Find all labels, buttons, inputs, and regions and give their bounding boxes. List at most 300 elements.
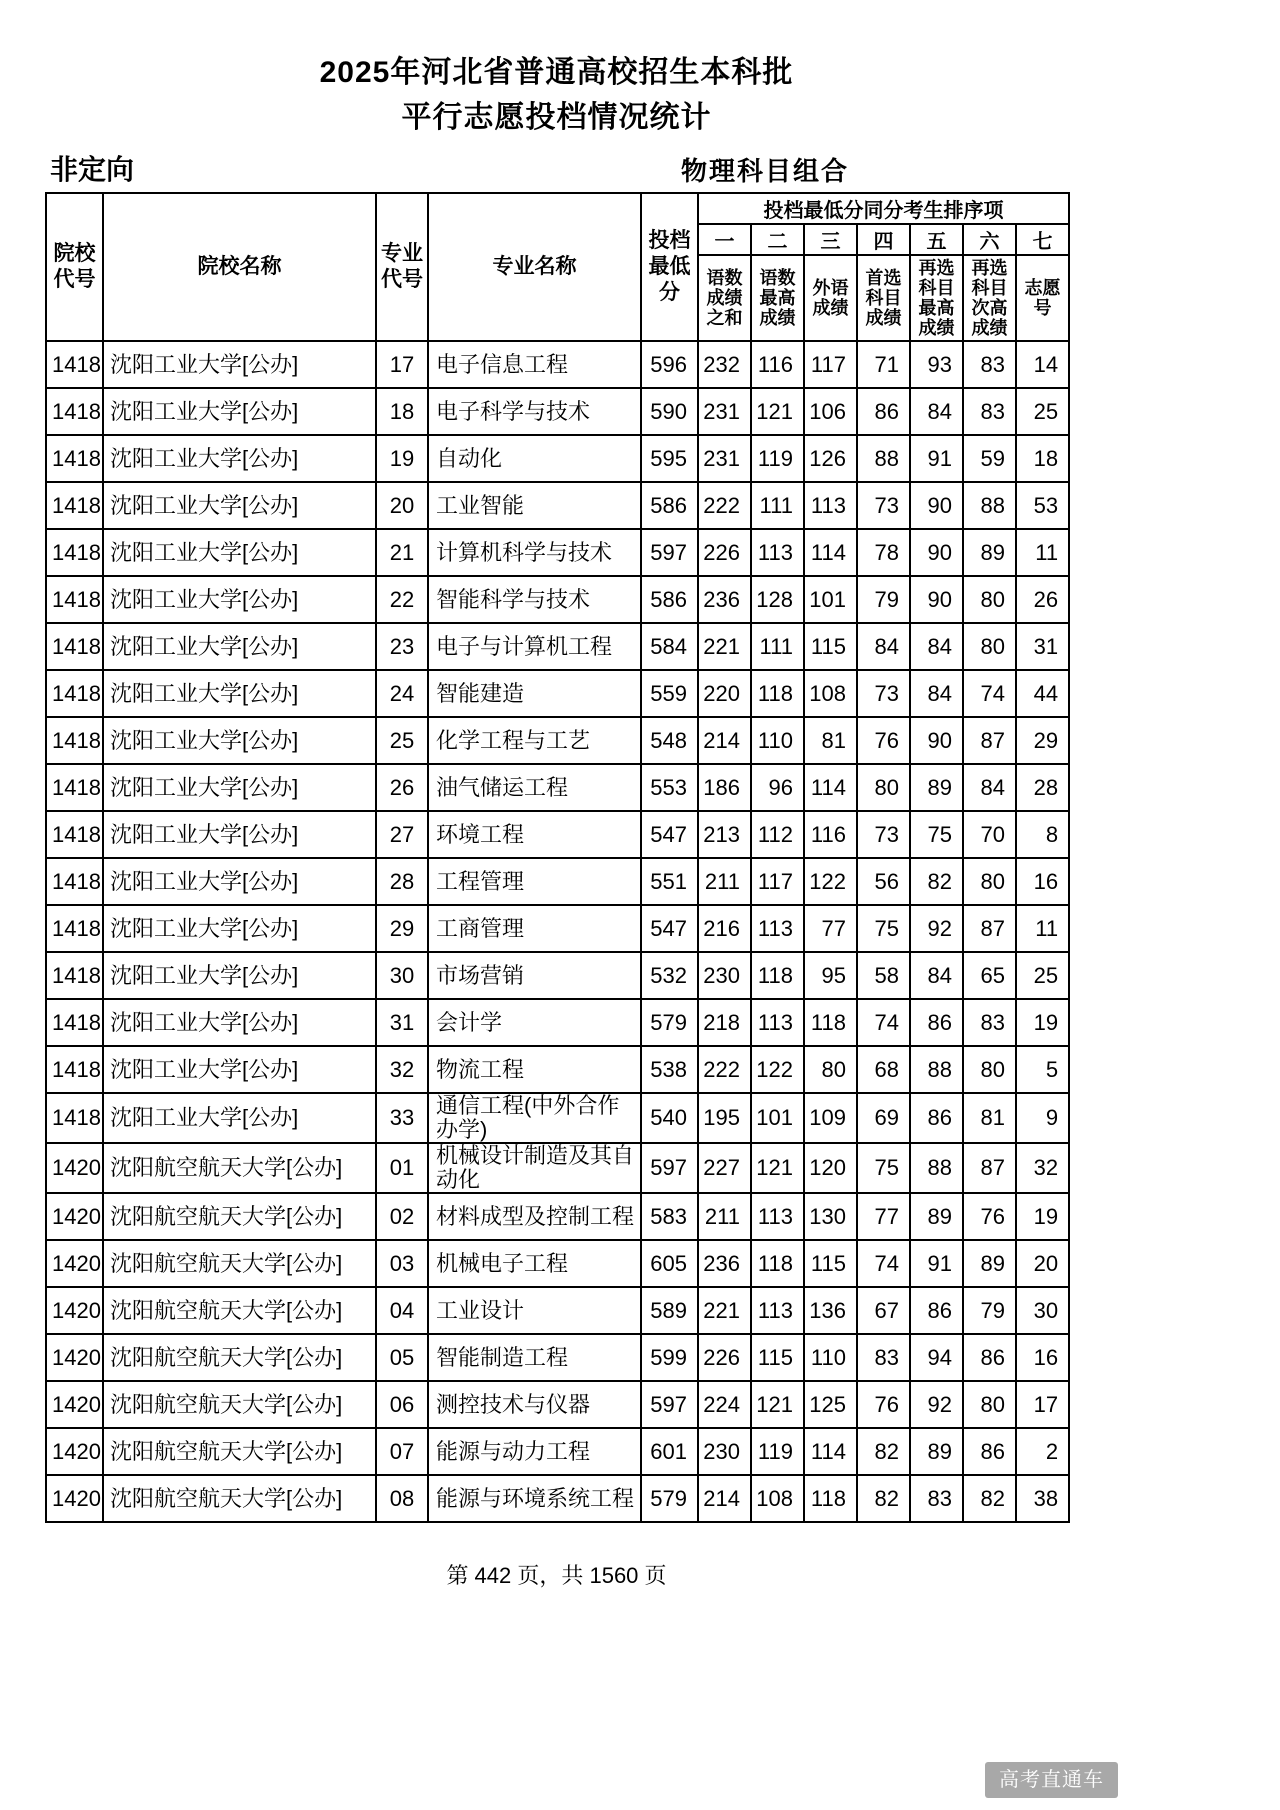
cell-tiebreak-4: 69: [857, 1093, 910, 1143]
cell-tiebreak-3: 125: [804, 1381, 857, 1428]
cell-tiebreak-3: 136: [804, 1287, 857, 1334]
cell-tiebreak-3: 81: [804, 717, 857, 764]
cell-major-name: 通信工程(中外合作办学): [428, 1093, 641, 1143]
cell-min-score: 540: [641, 1093, 698, 1143]
table-row: [46, 764, 1069, 811]
cell-tiebreak-4: 79: [857, 576, 910, 623]
cell-tiebreak-4: 71: [857, 341, 910, 388]
page-title: [45, 50, 1068, 140]
table-row: [46, 623, 1069, 670]
cell-tiebreak-5: 84: [910, 952, 963, 999]
cell-major-name: 智能科学与技术: [428, 576, 641, 623]
cell-tiebreak-7: 53: [1016, 482, 1069, 529]
cell-min-score: 532: [641, 952, 698, 999]
cell-institution-code: 1418: [46, 764, 103, 811]
col-header-tiebreak-desc-1: 语数成绩之和: [698, 255, 751, 341]
cell-institution-code: 1420: [46, 1381, 103, 1428]
cell-tiebreak-7: 26: [1016, 576, 1069, 623]
cell-tiebreak-5: 86: [910, 999, 963, 1046]
cell-min-score: 597: [641, 529, 698, 576]
cell-tiebreak-1: 230: [698, 952, 751, 999]
table-row: [46, 952, 1069, 999]
cell-tiebreak-7: 30: [1016, 1287, 1069, 1334]
cell-tiebreak-2: 112: [751, 811, 804, 858]
page: [45, 0, 1068, 1590]
cell-tiebreak-6: 81: [963, 1093, 1016, 1143]
cell-institution-name: 沈阳工业大学[公办]: [103, 435, 376, 482]
cell-institution-name: 沈阳工业大学[公办]: [103, 764, 376, 811]
cell-tiebreak-7: 8: [1016, 811, 1069, 858]
cell-tiebreak-7: 44: [1016, 670, 1069, 717]
cell-tiebreak-7: 11: [1016, 905, 1069, 952]
cell-tiebreak-5: 89: [910, 1193, 963, 1240]
cell-major-code: 30: [376, 952, 428, 999]
cell-tiebreak-2: 128: [751, 576, 804, 623]
cell-institution-code: 1418: [46, 1093, 103, 1143]
cell-tiebreak-6: 88: [963, 482, 1016, 529]
cell-tiebreak-4: 80: [857, 764, 910, 811]
page-title-line2: 平行志愿投档情况统计: [401, 101, 712, 134]
cell-min-score: 551: [641, 858, 698, 905]
cell-major-code: 04: [376, 1287, 428, 1334]
cell-tiebreak-5: 82: [910, 858, 963, 905]
cell-tiebreak-1: 186: [698, 764, 751, 811]
cell-tiebreak-1: 226: [698, 529, 751, 576]
cell-tiebreak-4: 88: [857, 435, 910, 482]
cell-tiebreak-4: 74: [857, 1240, 910, 1287]
cell-tiebreak-3: 122: [804, 858, 857, 905]
cell-institution-code: 1418: [46, 576, 103, 623]
cell-major-code: 08: [376, 1475, 428, 1522]
cell-tiebreak-6: 83: [963, 341, 1016, 388]
cell-tiebreak-2: 122: [751, 1046, 804, 1093]
cell-tiebreak-4: 76: [857, 717, 910, 764]
cell-tiebreak-4: 82: [857, 1428, 910, 1475]
cell-tiebreak-2: 113: [751, 529, 804, 576]
cell-tiebreak-6: 80: [963, 1046, 1016, 1093]
cell-tiebreak-4: 76: [857, 1381, 910, 1428]
cell-major-name: 工业设计: [428, 1287, 641, 1334]
cell-major-code: 07: [376, 1428, 428, 1475]
cell-tiebreak-5: 90: [910, 482, 963, 529]
cell-min-score: 583: [641, 1193, 698, 1240]
cell-institution-name: 沈阳航空航天大学[公办]: [103, 1193, 376, 1240]
cell-major-name: 机械电子工程: [428, 1240, 641, 1287]
cell-institution-code: 1420: [46, 1334, 103, 1381]
cell-tiebreak-5: 84: [910, 670, 963, 717]
cell-major-code: 26: [376, 764, 428, 811]
cell-tiebreak-3: 114: [804, 1428, 857, 1475]
cell-tiebreak-7: 19: [1016, 1193, 1069, 1240]
cell-major-code: 27: [376, 811, 428, 858]
cell-institution-name: 沈阳工业大学[公办]: [103, 999, 376, 1046]
cell-tiebreak-7: 28: [1016, 764, 1069, 811]
cell-major-code: 05: [376, 1334, 428, 1381]
cell-min-score: 547: [641, 811, 698, 858]
table-row: [46, 1143, 1069, 1193]
cell-tiebreak-2: 110: [751, 717, 804, 764]
table-row: [46, 1334, 1069, 1381]
cell-major-name: 市场营销: [428, 952, 641, 999]
col-header-institution-name: 院校名称: [103, 193, 376, 341]
cell-major-name: 智能建造: [428, 670, 641, 717]
cell-tiebreak-1: 211: [698, 1193, 751, 1240]
cell-min-score: 596: [641, 341, 698, 388]
cell-min-score: 589: [641, 1287, 698, 1334]
cell-institution-code: 1420: [46, 1287, 103, 1334]
cell-tiebreak-5: 84: [910, 388, 963, 435]
cell-tiebreak-6: 80: [963, 1381, 1016, 1428]
cell-tiebreak-5: 75: [910, 811, 963, 858]
table-row: [46, 482, 1069, 529]
cell-tiebreak-7: 16: [1016, 1334, 1069, 1381]
cell-major-code: 32: [376, 1046, 428, 1093]
cell-tiebreak-6: 83: [963, 999, 1016, 1046]
cell-major-name: 环境工程: [428, 811, 641, 858]
cell-institution-name: 沈阳工业大学[公办]: [103, 905, 376, 952]
cell-tiebreak-5: 92: [910, 905, 963, 952]
table-row: [46, 811, 1069, 858]
col-header-tiebreak-num-5: 五: [910, 224, 963, 255]
col-header-tiebreak-desc-5: 再选科目最高成绩: [910, 255, 963, 341]
cell-institution-name: 沈阳工业大学[公办]: [103, 388, 376, 435]
cell-tiebreak-1: 214: [698, 1475, 751, 1522]
cell-tiebreak-7: 17: [1016, 1381, 1069, 1428]
cell-major-name: 计算机科学与技术: [428, 529, 641, 576]
table-row: [46, 999, 1069, 1046]
cell-institution-code: 1418: [46, 811, 103, 858]
cell-institution-code: 1418: [46, 905, 103, 952]
cell-institution-code: 1418: [46, 999, 103, 1046]
cell-major-name: 工业智能: [428, 482, 641, 529]
cell-tiebreak-7: 18: [1016, 435, 1069, 482]
cell-tiebreak-2: 121: [751, 388, 804, 435]
cell-tiebreak-2: 116: [751, 341, 804, 388]
cell-tiebreak-3: 95: [804, 952, 857, 999]
cell-major-name: 能源与动力工程: [428, 1428, 641, 1475]
cell-institution-code: 1420: [46, 1475, 103, 1522]
cell-major-name: 工商管理: [428, 905, 641, 952]
cell-tiebreak-6: 76: [963, 1193, 1016, 1240]
cell-institution-name: 沈阳工业大学[公办]: [103, 811, 376, 858]
col-header-institution-code: 院校代号: [46, 193, 103, 341]
cell-tiebreak-3: 109: [804, 1093, 857, 1143]
cell-tiebreak-2: 121: [751, 1143, 804, 1193]
cell-min-score: 548: [641, 717, 698, 764]
cell-tiebreak-6: 80: [963, 858, 1016, 905]
cell-tiebreak-4: 75: [857, 905, 910, 952]
cell-min-score: 597: [641, 1143, 698, 1193]
cell-tiebreak-3: 106: [804, 388, 857, 435]
cell-tiebreak-2: 111: [751, 623, 804, 670]
cell-tiebreak-1: 221: [698, 1287, 751, 1334]
cell-tiebreak-6: 80: [963, 576, 1016, 623]
cell-major-name: 材料成型及控制工程: [428, 1193, 641, 1240]
cell-institution-code: 1420: [46, 1193, 103, 1240]
col-header-tiebreak-desc-7: 志愿号: [1016, 255, 1069, 341]
table-row: [46, 388, 1069, 435]
cell-institution-code: 1418: [46, 482, 103, 529]
cell-major-code: 23: [376, 623, 428, 670]
cell-tiebreak-1: 221: [698, 623, 751, 670]
table-row: [46, 717, 1069, 764]
cell-tiebreak-7: 16: [1016, 858, 1069, 905]
cell-tiebreak-4: 67: [857, 1287, 910, 1334]
cell-major-code: 21: [376, 529, 428, 576]
cell-tiebreak-6: 89: [963, 529, 1016, 576]
col-header-major-name: 专业名称: [428, 193, 641, 341]
cell-institution-name: 沈阳航空航天大学[公办]: [103, 1428, 376, 1475]
cell-tiebreak-2: 117: [751, 858, 804, 905]
col-header-tiebreak-num-4: 四: [857, 224, 910, 255]
cell-min-score: 590: [641, 388, 698, 435]
cell-tiebreak-4: 83: [857, 1334, 910, 1381]
cell-tiebreak-4: 74: [857, 999, 910, 1046]
cell-tiebreak-7: 9: [1016, 1093, 1069, 1143]
cell-tiebreak-4: 77: [857, 1193, 910, 1240]
cell-institution-name: 沈阳航空航天大学[公办]: [103, 1143, 376, 1193]
cell-tiebreak-5: 91: [910, 1240, 963, 1287]
cell-tiebreak-6: 82: [963, 1475, 1016, 1522]
cell-tiebreak-2: 111: [751, 482, 804, 529]
table-row: [46, 435, 1069, 482]
col-header-major-code: 专业代号: [376, 193, 428, 341]
cell-institution-code: 1418: [46, 717, 103, 764]
cell-tiebreak-3: 120: [804, 1143, 857, 1193]
cell-institution-name: 沈阳工业大学[公办]: [103, 670, 376, 717]
cell-min-score: 586: [641, 482, 698, 529]
cell-institution-name: 沈阳工业大学[公办]: [103, 1046, 376, 1093]
cell-institution-name: 沈阳工业大学[公办]: [103, 717, 376, 764]
cell-major-name: 物流工程: [428, 1046, 641, 1093]
cell-tiebreak-2: 113: [751, 999, 804, 1046]
page-number-info: 第 442 页，共 1560 页: [446, 1563, 667, 1588]
cell-tiebreak-3: 116: [804, 811, 857, 858]
cell-tiebreak-6: 86: [963, 1428, 1016, 1475]
cell-tiebreak-4: 86: [857, 388, 910, 435]
cell-min-score: 584: [641, 623, 698, 670]
table-row: [46, 1093, 1069, 1143]
cell-tiebreak-4: 73: [857, 482, 910, 529]
cell-institution-code: 1420: [46, 1428, 103, 1475]
cell-major-code: 25: [376, 717, 428, 764]
cell-tiebreak-3: 126: [804, 435, 857, 482]
cell-tiebreak-1: 231: [698, 435, 751, 482]
cell-major-name: 电子科学与技术: [428, 388, 641, 435]
table-row: [46, 341, 1069, 388]
cell-major-name: 智能制造工程: [428, 1334, 641, 1381]
cell-min-score: 559: [641, 670, 698, 717]
cell-tiebreak-4: 78: [857, 529, 910, 576]
cell-institution-name: 沈阳航空航天大学[公办]: [103, 1381, 376, 1428]
cell-tiebreak-4: 75: [857, 1143, 910, 1193]
cell-major-name: 会计学: [428, 999, 641, 1046]
cell-tiebreak-1: 226: [698, 1334, 751, 1381]
cell-min-score: 605: [641, 1240, 698, 1287]
cell-major-code: 01: [376, 1143, 428, 1193]
cell-major-code: 06: [376, 1381, 428, 1428]
cell-tiebreak-6: 74: [963, 670, 1016, 717]
cell-tiebreak-1: 218: [698, 999, 751, 1046]
cell-tiebreak-7: 19: [1016, 999, 1069, 1046]
cell-tiebreak-3: 77: [804, 905, 857, 952]
cell-tiebreak-3: 110: [804, 1334, 857, 1381]
cell-tiebreak-1: 195: [698, 1093, 751, 1143]
table-row: [46, 1475, 1069, 1522]
cell-major-code: 03: [376, 1240, 428, 1287]
cell-major-code: 29: [376, 905, 428, 952]
table-row: [46, 1381, 1069, 1428]
cell-institution-code: 1420: [46, 1240, 103, 1287]
cell-tiebreak-2: 108: [751, 1475, 804, 1522]
cell-tiebreak-7: 29: [1016, 717, 1069, 764]
cell-major-name: 工程管理: [428, 858, 641, 905]
cell-min-score: 599: [641, 1334, 698, 1381]
cell-tiebreak-2: 113: [751, 1193, 804, 1240]
cell-tiebreak-5: 90: [910, 529, 963, 576]
cell-tiebreak-3: 108: [804, 670, 857, 717]
cell-tiebreak-5: 83: [910, 1475, 963, 1522]
cell-tiebreak-6: 89: [963, 1240, 1016, 1287]
cell-tiebreak-1: 211: [698, 858, 751, 905]
cell-tiebreak-5: 94: [910, 1334, 963, 1381]
cell-tiebreak-5: 92: [910, 1381, 963, 1428]
cell-tiebreak-3: 114: [804, 529, 857, 576]
cell-tiebreak-7: 25: [1016, 388, 1069, 435]
cell-tiebreak-2: 96: [751, 764, 804, 811]
cell-tiebreak-2: 115: [751, 1334, 804, 1381]
cell-tiebreak-1: 213: [698, 811, 751, 858]
cell-institution-code: 1418: [46, 952, 103, 999]
table-row: [46, 529, 1069, 576]
cell-tiebreak-2: 113: [751, 905, 804, 952]
col-header-tiebreak-num-1: 一: [698, 224, 751, 255]
cell-tiebreak-1: 220: [698, 670, 751, 717]
cell-institution-name: 沈阳航空航天大学[公办]: [103, 1240, 376, 1287]
cell-tiebreak-5: 89: [910, 764, 963, 811]
cell-tiebreak-5: 88: [910, 1046, 963, 1093]
cell-tiebreak-6: 87: [963, 905, 1016, 952]
cell-tiebreak-7: 25: [1016, 952, 1069, 999]
cell-tiebreak-2: 101: [751, 1093, 804, 1143]
col-header-min-score: 投档最低分: [641, 193, 698, 341]
cell-tiebreak-6: 87: [963, 1143, 1016, 1193]
cell-tiebreak-5: 88: [910, 1143, 963, 1193]
cell-tiebreak-7: 32: [1016, 1143, 1069, 1193]
cell-tiebreak-3: 115: [804, 1240, 857, 1287]
cell-institution-name: 沈阳工业大学[公办]: [103, 858, 376, 905]
table-row: [46, 858, 1069, 905]
cell-tiebreak-1: 227: [698, 1143, 751, 1193]
cell-institution-code: 1420: [46, 1143, 103, 1193]
cell-tiebreak-4: 73: [857, 811, 910, 858]
cell-tiebreak-6: 65: [963, 952, 1016, 999]
cell-tiebreak-3: 80: [804, 1046, 857, 1093]
cell-tiebreak-5: 89: [910, 1428, 963, 1475]
cell-institution-name: 沈阳工业大学[公办]: [103, 1093, 376, 1143]
cell-tiebreak-1: 236: [698, 576, 751, 623]
cell-tiebreak-3: 113: [804, 482, 857, 529]
cell-min-score: 586: [641, 576, 698, 623]
cell-tiebreak-2: 119: [751, 435, 804, 482]
cell-tiebreak-7: 5: [1016, 1046, 1069, 1093]
cell-tiebreak-1: 222: [698, 1046, 751, 1093]
cell-min-score: 579: [641, 1475, 698, 1522]
cell-tiebreak-5: 86: [910, 1287, 963, 1334]
cell-major-name: 化学工程与工艺: [428, 717, 641, 764]
cell-tiebreak-2: 118: [751, 670, 804, 717]
cell-tiebreak-3: 118: [804, 999, 857, 1046]
cell-major-name: 测控技术与仪器: [428, 1381, 641, 1428]
cell-major-code: 02: [376, 1193, 428, 1240]
cell-tiebreak-5: 86: [910, 1093, 963, 1143]
cell-tiebreak-6: 59: [963, 435, 1016, 482]
labels-row: [45, 148, 1068, 188]
cell-tiebreak-6: 79: [963, 1287, 1016, 1334]
cell-institution-code: 1418: [46, 1046, 103, 1093]
cell-min-score: 538: [641, 1046, 698, 1093]
cell-tiebreak-1: 231: [698, 388, 751, 435]
table-header: [46, 193, 1069, 341]
cell-tiebreak-4: 58: [857, 952, 910, 999]
cell-major-code: 31: [376, 999, 428, 1046]
cell-tiebreak-4: 84: [857, 623, 910, 670]
col-header-tiebreak-desc-3: 外语成绩: [804, 255, 857, 341]
cell-tiebreak-5: 91: [910, 435, 963, 482]
cell-tiebreak-3: 114: [804, 764, 857, 811]
cell-institution-name: 沈阳航空航天大学[公办]: [103, 1475, 376, 1522]
cell-tiebreak-3: 117: [804, 341, 857, 388]
table-row: [46, 1046, 1069, 1093]
col-header-tiebreak-num-7: 七: [1016, 224, 1069, 255]
cell-min-score: 553: [641, 764, 698, 811]
cell-institution-code: 1418: [46, 529, 103, 576]
cell-major-code: 24: [376, 670, 428, 717]
cell-institution-code: 1418: [46, 858, 103, 905]
table-row: [46, 576, 1069, 623]
table-row: [46, 670, 1069, 717]
cell-tiebreak-4: 73: [857, 670, 910, 717]
watermark-badge: 高考直通车: [985, 1762, 1118, 1798]
cell-min-score: 597: [641, 1381, 698, 1428]
cell-institution-name: 沈阳航空航天大学[公办]: [103, 1287, 376, 1334]
cell-major-code: 20: [376, 482, 428, 529]
cell-tiebreak-3: 130: [804, 1193, 857, 1240]
cell-major-name: 自动化: [428, 435, 641, 482]
cell-institution-name: 沈阳工业大学[公办]: [103, 529, 376, 576]
cell-min-score: 547: [641, 905, 698, 952]
cell-major-code: 17: [376, 341, 428, 388]
table-row: [46, 905, 1069, 952]
orientation-label: 非定向: [50, 154, 135, 185]
cell-tiebreak-5: 84: [910, 623, 963, 670]
cell-major-code: 18: [376, 388, 428, 435]
table-row: [46, 1287, 1069, 1334]
cell-min-score: 601: [641, 1428, 698, 1475]
cell-tiebreak-2: 121: [751, 1381, 804, 1428]
cell-tiebreak-2: 118: [751, 1240, 804, 1287]
cell-major-name: 机械设计制造及其自动化: [428, 1143, 641, 1193]
cell-tiebreak-6: 87: [963, 717, 1016, 764]
cell-major-code: 28: [376, 858, 428, 905]
cell-tiebreak-5: 90: [910, 717, 963, 764]
cell-major-name: 电子信息工程: [428, 341, 641, 388]
cell-tiebreak-4: 56: [857, 858, 910, 905]
col-header-tiebreak-desc-4: 首选科目成绩: [857, 255, 910, 341]
col-header-tiebreak-num-6: 六: [963, 224, 1016, 255]
cell-tiebreak-5: 93: [910, 341, 963, 388]
cell-tiebreak-3: 115: [804, 623, 857, 670]
